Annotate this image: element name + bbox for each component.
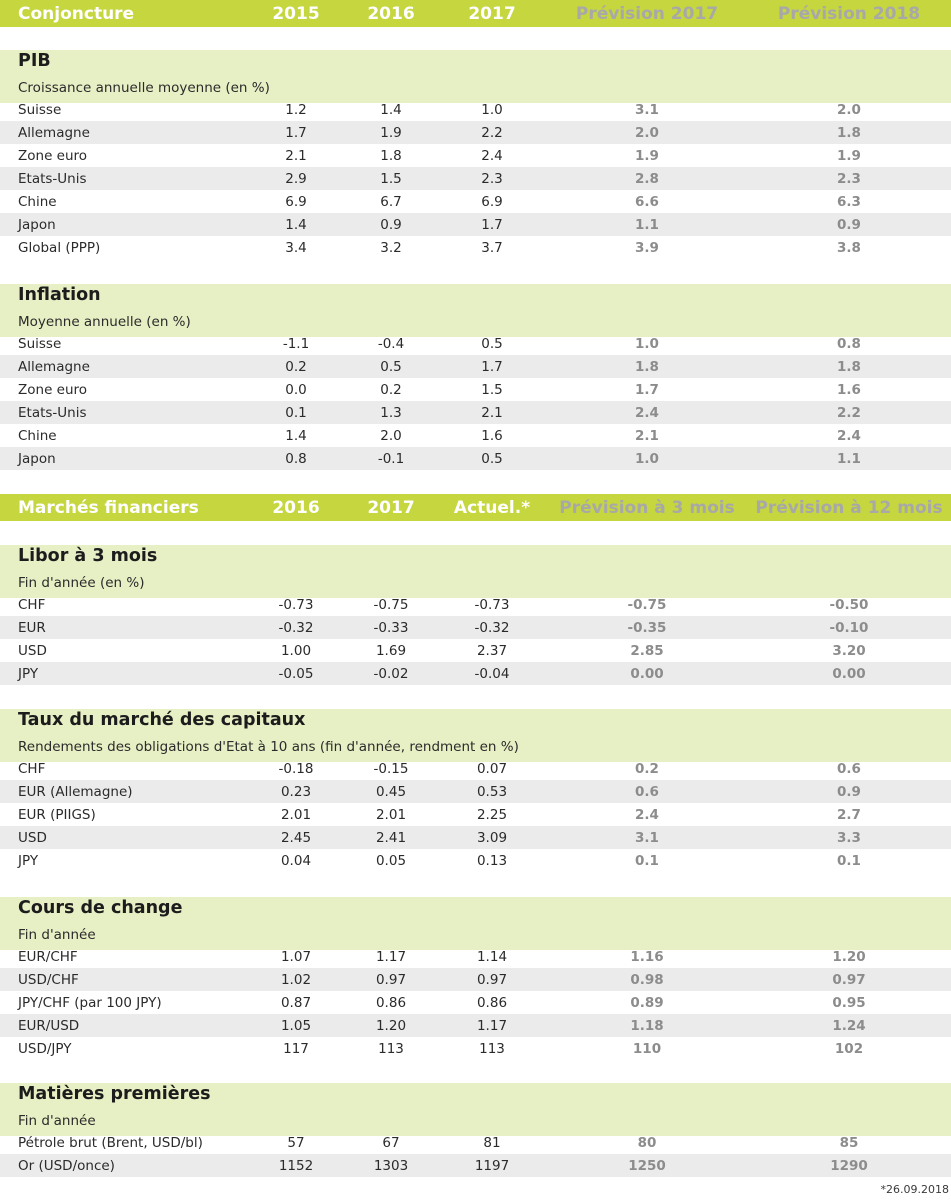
row-label: Allemagne (18, 358, 90, 375)
header1-column-header: Prévision 2017 (575, 3, 719, 24)
change-section-header (0, 897, 951, 950)
value-cell: 3.7 (481, 239, 503, 256)
table-row (0, 616, 951, 639)
row-label: Suisse (18, 335, 62, 352)
value-cell: 1.9 (380, 124, 402, 141)
forecast-value: 3.9 (635, 239, 659, 256)
value-cell: 117 (283, 1040, 309, 1057)
row-label: Or (USD/once) (18, 1157, 115, 1174)
value-cell: 1.20 (375, 1017, 407, 1034)
value-cell: 2.41 (375, 829, 407, 846)
table-row (0, 803, 951, 826)
forecast-value: 0.6 (837, 760, 861, 777)
forecast-value: -0.75 (627, 596, 667, 613)
value-cell: 0.5 (481, 450, 503, 467)
header2-column-header: 2016 (272, 497, 320, 518)
forecast-value: 2.0 (837, 101, 861, 118)
value-cell: 2.4 (481, 147, 503, 164)
forecast-value: 0.95 (832, 994, 866, 1011)
forecast-value: 0.89 (630, 994, 664, 1011)
forecast-value: -0.10 (829, 619, 869, 636)
header2-header-band (0, 494, 951, 521)
forecast-value: 1.8 (837, 124, 861, 141)
value-cell: -0.73 (474, 596, 510, 613)
table-row (0, 98, 951, 121)
row-label: Chine (18, 427, 57, 444)
value-cell: 1.07 (280, 948, 312, 965)
matieres-section-title: Matières premières (18, 1084, 211, 1104)
value-cell: -0.05 (278, 665, 314, 682)
table-row (0, 236, 951, 259)
forecast-value: 2.8 (635, 170, 659, 187)
forecast-value: 1.0 (635, 335, 659, 352)
table-row (0, 968, 951, 991)
forecast-value: 1.18 (630, 1017, 664, 1034)
forecast-value: 1290 (830, 1157, 868, 1174)
value-cell: 1.02 (280, 971, 312, 988)
row-label: JPY/CHF (par 100 JPY) (18, 994, 162, 1011)
table-row (0, 662, 951, 685)
row-label: Global (PPP) (18, 239, 101, 256)
value-cell: 0.05 (375, 852, 407, 869)
forecast-value: 1.1 (837, 450, 861, 467)
table-row (0, 213, 951, 236)
value-cell: -0.02 (373, 665, 409, 682)
forecast-value: 0.00 (630, 665, 664, 682)
forecast-value: 0.6 (635, 783, 659, 800)
value-cell: 0.07 (476, 760, 508, 777)
header1-column-header: Prévision 2018 (777, 3, 921, 24)
forecast-value: 0.1 (635, 852, 659, 869)
row-label: CHF (18, 760, 46, 777)
header1-header-band (0, 0, 951, 27)
value-cell: -0.32 (474, 619, 510, 636)
table-row (0, 447, 951, 470)
row-label: USD (18, 829, 47, 846)
value-cell: 1.7 (481, 216, 503, 233)
table-row (0, 639, 951, 662)
value-cell: 2.1 (285, 147, 307, 164)
value-cell: 81 (483, 1134, 501, 1151)
value-cell: 1.5 (380, 170, 402, 187)
value-cell: 0.04 (280, 852, 312, 869)
forecast-value: 2.4 (635, 404, 659, 421)
forecast-value: 1.24 (832, 1017, 866, 1034)
row-label: Japon (18, 216, 56, 233)
value-cell: -0.15 (373, 760, 409, 777)
value-cell: -0.04 (474, 665, 510, 682)
value-cell: 1.4 (285, 427, 307, 444)
value-cell: 113 (378, 1040, 404, 1057)
value-cell: 1.14 (476, 948, 508, 965)
table-row (0, 826, 951, 849)
pib-section-subtitle: Croissance annuelle moyenne (en %) (18, 80, 270, 96)
value-cell: 1.4 (285, 216, 307, 233)
forecast-value: 1250 (628, 1157, 666, 1174)
forecast-value: 3.1 (635, 101, 659, 118)
table-row (0, 424, 951, 447)
value-cell: 1.5 (481, 381, 503, 398)
value-cell: 0.86 (375, 994, 407, 1011)
forecast-value: 1.1 (635, 216, 659, 233)
forecast-value: -0.35 (627, 619, 667, 636)
table-row (0, 780, 951, 803)
value-cell: -0.32 (278, 619, 314, 636)
value-cell: 1.17 (375, 948, 407, 965)
forecast-value: 1.8 (837, 358, 861, 375)
inflation-section-subtitle: Moyenne annuelle (en %) (18, 314, 191, 330)
value-cell: 0.87 (280, 994, 312, 1011)
table-row (0, 355, 951, 378)
value-cell: 6.9 (481, 193, 503, 210)
value-cell: 1303 (373, 1157, 409, 1174)
change-section-subtitle: Fin d'année (18, 927, 96, 943)
table-row (0, 332, 951, 355)
forecast-value: 6.6 (635, 193, 659, 210)
value-cell: 1.05 (280, 1017, 312, 1034)
header1-column-header: 2017 (468, 3, 516, 24)
row-label: Allemagne (18, 124, 90, 141)
value-cell: 1152 (278, 1157, 314, 1174)
value-cell: 2.0 (380, 427, 402, 444)
forecast-value: 2.85 (630, 642, 664, 659)
row-label: CHF (18, 596, 46, 613)
table-row (0, 144, 951, 167)
header2-column-header: Prévision à 3 mois (559, 497, 735, 518)
forecast-value: 3.3 (837, 829, 861, 846)
libor-section-title: Libor à 3 mois (18, 546, 158, 566)
value-cell: 3.2 (380, 239, 402, 256)
header1-column-header: 2016 (367, 3, 415, 24)
value-cell: 1.2 (285, 101, 307, 118)
table-row (0, 401, 951, 424)
table-row (0, 849, 951, 872)
row-label: Pétrole brut (Brent, USD/bl) (18, 1134, 203, 1151)
value-cell: 1197 (474, 1157, 510, 1174)
value-cell: -1.1 (282, 335, 310, 352)
value-cell: 2.01 (375, 806, 407, 823)
forecast-value: 3.20 (832, 642, 866, 659)
forecast-value: -0.50 (829, 596, 869, 613)
row-label: JPY (18, 665, 39, 682)
value-cell: 0.0 (285, 381, 307, 398)
row-label: EUR (PIIGS) (18, 806, 96, 823)
forecast-value: 2.3 (837, 170, 861, 187)
value-cell: 1.3 (380, 404, 402, 421)
value-cell: 0.23 (280, 783, 312, 800)
value-cell: 3.09 (476, 829, 508, 846)
row-label: JPY (18, 852, 39, 869)
table-row (0, 190, 951, 213)
value-cell: 1.4 (380, 101, 402, 118)
value-cell: 113 (479, 1040, 505, 1057)
row-label: Zone euro (18, 381, 88, 398)
value-cell: 1.0 (481, 101, 503, 118)
table-row (0, 1037, 951, 1060)
forecast-value: 3.1 (635, 829, 659, 846)
forecast-value: 2.0 (635, 124, 659, 141)
matieres-section-subtitle: Fin d'année (18, 1113, 96, 1129)
value-cell: -0.33 (373, 619, 409, 636)
value-cell: 1.00 (280, 642, 312, 659)
value-cell: 0.5 (481, 335, 503, 352)
forecast-value: 0.98 (630, 971, 664, 988)
header1-column-header: 2015 (272, 3, 320, 24)
table-row (0, 121, 951, 144)
value-cell: 57 (287, 1134, 305, 1151)
value-cell: 6.7 (380, 193, 402, 210)
value-cell: 1.6 (481, 427, 503, 444)
header2-column-header: Actuel.* (453, 497, 531, 518)
value-cell: 0.86 (476, 994, 508, 1011)
forecast-value: 1.8 (635, 358, 659, 375)
table-row (0, 1131, 951, 1154)
value-cell: 0.8 (285, 450, 307, 467)
value-cell: 0.53 (476, 783, 508, 800)
value-cell: 67 (382, 1134, 400, 1151)
row-label: Zone euro (18, 147, 88, 164)
taux-section-title: Taux du marché des capitaux (18, 710, 306, 730)
forecast-value: 0.2 (635, 760, 659, 777)
value-cell: 0.5 (380, 358, 402, 375)
table-row (0, 1014, 951, 1037)
table-row (0, 991, 951, 1014)
value-cell: 0.97 (476, 971, 508, 988)
footnote: *26.09.2018 (880, 1183, 949, 1196)
row-label: Japon (18, 450, 56, 467)
row-label: Chine (18, 193, 57, 210)
header2-title: Marchés financiers (18, 497, 199, 518)
libor-section-subtitle: Fin d'année (en %) (18, 575, 145, 591)
forecast-value: 85 (839, 1134, 859, 1151)
value-cell: 1.7 (481, 358, 503, 375)
table-row (0, 945, 951, 968)
forecast-value: 2.4 (837, 427, 861, 444)
taux-section-subtitle: Rendements des obligations d'Etat à 10 ans (fin d'année, rendment en %) (18, 739, 519, 755)
value-cell: -0.1 (377, 450, 405, 467)
forecast-value: 0.1 (837, 852, 861, 869)
libor-section-header (0, 545, 951, 598)
row-label: Suisse (18, 101, 62, 118)
value-cell: -0.73 (278, 596, 314, 613)
header2-column-header: Prévision à 12 mois (755, 497, 943, 518)
row-label: USD/JPY (18, 1040, 72, 1057)
inflation-section-title: Inflation (18, 285, 101, 305)
row-label: Etats-Unis (18, 170, 87, 187)
value-cell: 0.2 (380, 381, 402, 398)
forecast-value: 6.3 (837, 193, 861, 210)
row-label: EUR (18, 619, 46, 636)
value-cell: 2.2 (481, 124, 503, 141)
value-cell: 2.37 (476, 642, 508, 659)
row-label: USD/CHF (18, 971, 79, 988)
forecast-value: 80 (637, 1134, 657, 1151)
forecast-value: 0.9 (837, 783, 861, 800)
row-label: EUR/CHF (18, 948, 78, 965)
value-cell: 1.8 (380, 147, 402, 164)
forecast-value: 1.16 (630, 948, 664, 965)
value-cell: 3.4 (285, 239, 307, 256)
value-cell: 2.3 (481, 170, 503, 187)
forecast-value: 2.4 (635, 806, 659, 823)
forecast-value: 1.7 (635, 381, 659, 398)
taux-section-header (0, 709, 951, 762)
pib-section-header (0, 50, 951, 103)
value-cell: 1.69 (375, 642, 407, 659)
value-cell: 1.17 (476, 1017, 508, 1034)
value-cell: 0.9 (380, 216, 402, 233)
table-row (0, 593, 951, 616)
value-cell: 2.9 (285, 170, 307, 187)
value-cell: 0.2 (285, 358, 307, 375)
row-label: EUR/USD (18, 1017, 80, 1034)
forecast-value: 3.8 (837, 239, 861, 256)
value-cell: -0.75 (373, 596, 409, 613)
header1-title: Conjoncture (18, 3, 135, 24)
forecast-value: 1.9 (837, 147, 861, 164)
value-cell: 0.45 (375, 783, 407, 800)
forecast-value: 1.20 (832, 948, 866, 965)
forecast-value: 0.8 (837, 335, 861, 352)
value-cell: 6.9 (285, 193, 307, 210)
forecast-value: 0.9 (837, 216, 861, 233)
value-cell: -0.18 (278, 760, 314, 777)
change-section-title: Cours de change (18, 898, 183, 918)
value-cell: 2.25 (476, 806, 508, 823)
matieres-section-header (0, 1083, 951, 1136)
forecast-value: 2.1 (635, 427, 659, 444)
forecast-value: 1.0 (635, 450, 659, 467)
value-cell: 2.1 (481, 404, 503, 421)
value-cell: 1.7 (285, 124, 307, 141)
forecast-value: 110 (632, 1040, 662, 1057)
forecast-value: 2.2 (837, 404, 861, 421)
value-cell: 0.13 (476, 852, 508, 869)
value-cell: 0.1 (285, 404, 307, 421)
header2-column-header: 2017 (367, 497, 415, 518)
table-row (0, 167, 951, 190)
row-label: USD (18, 642, 47, 659)
forecast-value: 0.97 (832, 971, 866, 988)
forecast-value: 2.7 (837, 806, 861, 823)
inflation-section-header (0, 284, 951, 337)
value-cell: 2.45 (280, 829, 312, 846)
value-cell: 2.01 (280, 806, 312, 823)
forecast-value: 1.9 (635, 147, 659, 164)
table-row (0, 757, 951, 780)
table-row (0, 1154, 951, 1177)
table-row (0, 378, 951, 401)
forecast-value: 0.00 (832, 665, 866, 682)
forecast-value: 102 (834, 1040, 864, 1057)
value-cell: -0.4 (377, 335, 405, 352)
row-label: EUR (Allemagne) (18, 783, 133, 800)
row-label: Etats-Unis (18, 404, 87, 421)
value-cell: 0.97 (375, 971, 407, 988)
pib-section-title: PIB (18, 51, 51, 71)
forecast-value: 1.6 (837, 381, 861, 398)
